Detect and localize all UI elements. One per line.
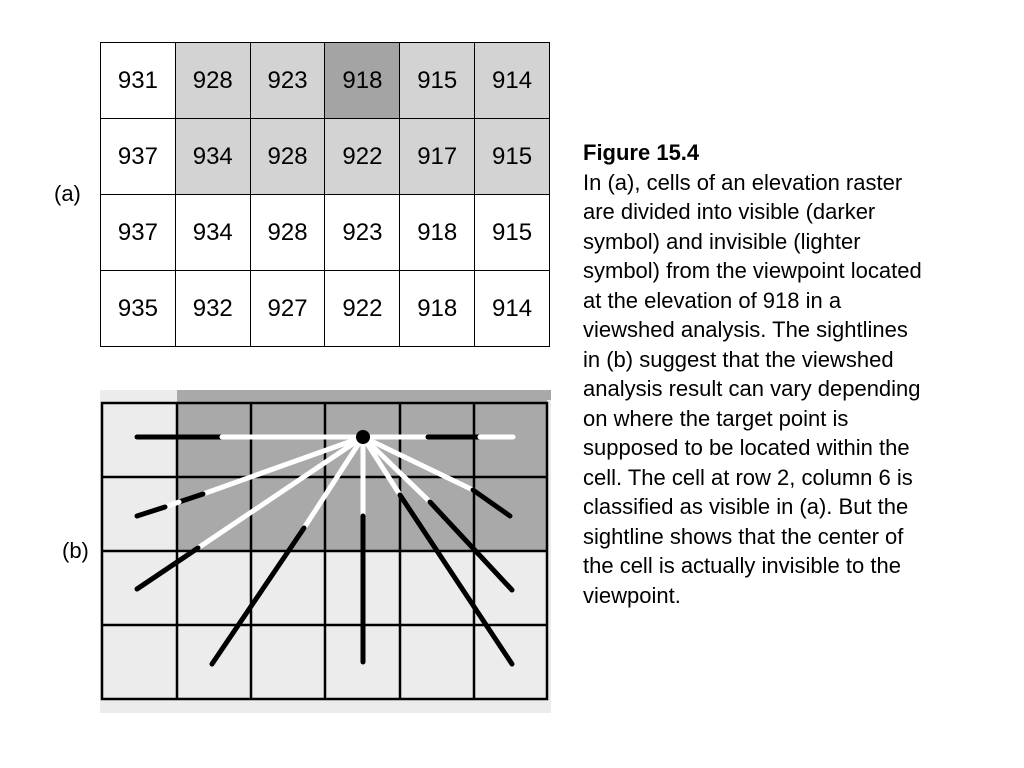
elevation-cell: 923 — [250, 43, 325, 119]
elevation-cell: 914 — [475, 43, 550, 119]
figure-caption — [583, 138, 993, 610]
elevation-cell: 915 — [475, 195, 550, 271]
grid-row — [101, 119, 550, 195]
caption-line: symbol) and invisible (lighter — [583, 228, 861, 254]
elevation-cell: 917 — [400, 119, 475, 195]
viewpoint-marker — [356, 430, 370, 444]
grid-row — [101, 271, 550, 347]
panel-a-label: (a) — [54, 181, 81, 206]
elevation-cell: 922 — [325, 119, 400, 195]
caption-line: supposed to be located within the — [583, 435, 910, 460]
caption-line: In (a), cells of an elevation raster — [583, 169, 903, 195]
elevation-cell: 928 — [175, 43, 250, 119]
viewpoint-cell: 918 — [325, 43, 400, 119]
caption-line: at the elevation of 918 in a — [583, 287, 842, 313]
caption-line: viewshed analysis. The sightlines — [583, 317, 908, 342]
caption-line: cell. The cell at row 2, column 6 is — [583, 464, 913, 490]
grid-row — [101, 195, 550, 271]
elevation-raster-grid — [100, 42, 550, 347]
elevation-cell: 927 — [250, 271, 325, 347]
elevation-cell: 934 — [175, 119, 250, 195]
sightline-diagram — [100, 390, 551, 713]
panel-b-label: (b) — [62, 538, 89, 563]
caption-line: classified as visible in (a). But the — [583, 494, 909, 519]
elevation-cell: 937 — [101, 195, 176, 271]
caption-line: are divided into visible (darker — [583, 199, 876, 224]
elevation-cell: 935 — [101, 271, 176, 347]
elevation-cell: 931 — [101, 43, 176, 119]
elevation-cell: 918 — [400, 195, 475, 271]
caption-line: symbol) from the viewpoint located — [583, 258, 922, 283]
caption-line: in (b) suggest that the viewshed — [583, 346, 894, 372]
caption-line: the cell is actually invisible to the — [583, 553, 901, 578]
elevation-cell: 914 — [475, 271, 550, 347]
elevation-cell: 923 — [325, 195, 400, 271]
elevation-cell: 934 — [175, 195, 250, 271]
elevation-cell: 918 — [400, 271, 475, 347]
caption-line: sightline shows that the center of — [583, 523, 904, 549]
elevation-cell: 932 — [175, 271, 250, 347]
elevation-cell: 915 — [475, 119, 550, 195]
elevation-cell: 937 — [101, 119, 176, 195]
caption-line: viewpoint. — [583, 582, 681, 608]
grid-row — [101, 43, 550, 119]
elevation-cell: 915 — [400, 43, 475, 119]
elevation-cell: 928 — [250, 195, 325, 271]
caption-line: analysis result can vary depending — [583, 376, 921, 401]
elevation-cell: 922 — [325, 271, 400, 347]
elevation-cell: 928 — [250, 119, 325, 195]
caption-line: on where the target point is — [583, 405, 849, 431]
caption-title: Figure 15.4 — [583, 140, 700, 165]
